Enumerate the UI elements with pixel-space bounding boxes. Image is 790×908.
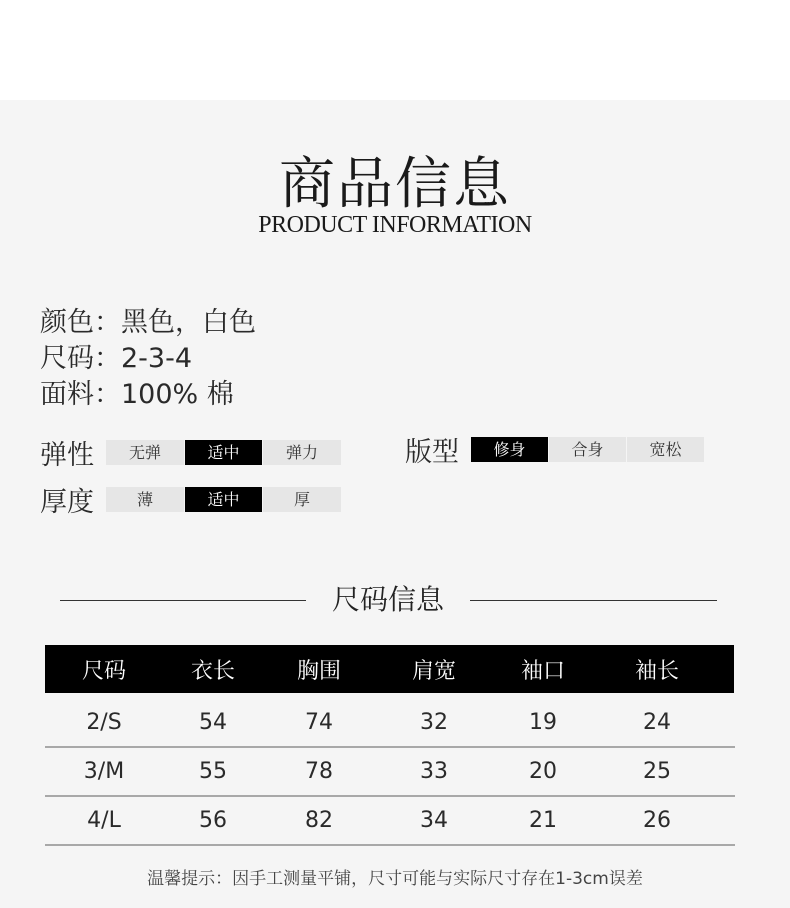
page-subtitle: PRODUCT INFORMATION	[258, 212, 532, 238]
cell-shoulder: 32	[420, 710, 448, 735]
column-header-sleeve: 袖长	[634, 658, 679, 684]
cell-cuff: 20	[529, 759, 557, 784]
elasticity-option-medium: 适中	[185, 440, 262, 465]
fit-options	[471, 437, 705, 462]
column-header-chest: 胸围	[296, 658, 341, 684]
product-details	[40, 305, 256, 413]
cell-cuff: 19	[529, 710, 557, 735]
fit-option-slim: 修身	[471, 437, 548, 462]
fit-row	[405, 434, 705, 468]
elasticity-options	[106, 440, 342, 465]
cell-chest: 74	[305, 710, 333, 735]
thickness-row	[40, 484, 342, 518]
column-header-length: 衣长	[190, 658, 235, 684]
cell-chest: 82	[305, 808, 333, 833]
elasticity-row	[40, 437, 342, 471]
color-info: 颜色：黑色，白色	[40, 307, 256, 338]
table-row	[45, 699, 735, 748]
cell-length: 54	[199, 710, 227, 735]
cell-sleeve: 24	[643, 710, 671, 735]
thickness-option-thick: 厚	[263, 487, 341, 512]
top-margin	[0, 0, 790, 100]
cell-shoulder: 33	[420, 759, 448, 784]
cell-chest: 78	[305, 759, 333, 784]
size-info: 尺码：2-3-4	[40, 343, 193, 374]
cell-shoulder: 34	[420, 808, 448, 833]
thickness-option-medium: 适中	[185, 487, 262, 512]
size-section-header	[60, 578, 717, 622]
fit-label: 版型	[405, 436, 459, 468]
elasticity-option-stretch: 弹力	[263, 440, 341, 465]
cell-size: 4/L	[87, 808, 121, 833]
size-table	[45, 645, 735, 846]
table-header	[45, 645, 734, 693]
elasticity-label: 弹性	[40, 439, 94, 471]
cell-length: 56	[199, 808, 227, 833]
cell-size: 2/S	[86, 710, 122, 735]
cell-length: 55	[199, 759, 227, 784]
thickness-options	[106, 487, 342, 512]
fit-option-regular: 合身	[549, 437, 626, 462]
fit-option-loose: 宽松	[627, 437, 704, 462]
size-section-title: 尺码信息	[331, 583, 444, 616]
cell-sleeve: 26	[643, 808, 671, 833]
thickness-option-thin: 薄	[106, 487, 184, 512]
measurement-note: 温馨提示：因手工测量平铺，尺寸可能与实际尺寸存在1-3cm误差	[147, 869, 643, 889]
fabric-info: 面料：100% 棉	[40, 379, 234, 410]
divider-left	[60, 600, 306, 601]
column-header-size: 尺码	[81, 658, 126, 684]
table-row	[45, 748, 735, 797]
page-title: 商品信息	[279, 152, 511, 217]
divider-right	[470, 600, 717, 601]
column-header-shoulder: 肩宽	[411, 658, 456, 684]
table-row	[45, 797, 735, 846]
cell-cuff: 21	[529, 808, 557, 833]
cell-sleeve: 25	[643, 759, 671, 784]
cell-size: 3/M	[83, 759, 125, 784]
thickness-label: 厚度	[40, 486, 94, 518]
elasticity-option-none: 无弹	[106, 440, 184, 465]
column-header-cuff: 袖口	[520, 658, 565, 684]
